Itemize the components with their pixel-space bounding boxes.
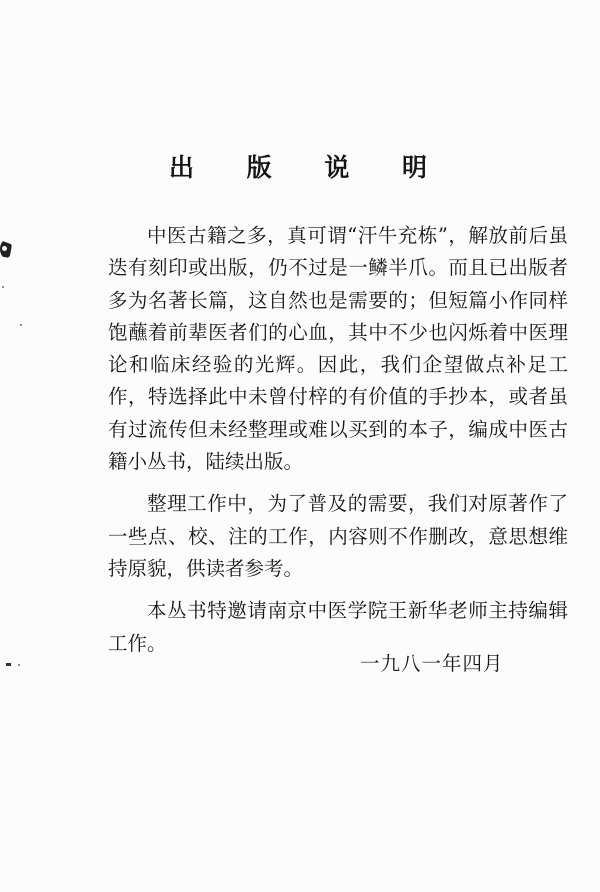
scan-artifact — [20, 324, 22, 326]
scan-artifact — [6, 663, 11, 666]
paragraph: 整理工作中，为了普及的需要，我们对原著作了一些点、校、注的工作，内容则不作删改，意思想维持原貌，供读者参考。 — [108, 492, 568, 580]
paragraph: 本丛书特邀请南京中医学院王新华老师主持编辑工作。 — [108, 599, 568, 655]
publication-date: 一九八一年四月 — [360, 652, 504, 675]
paragraph: 中医古籍之多，真可谓“汗牛充栋”，解放前后虽迭有刻印或出版，仍不过是一鳞半爪。而且已出版者多为名著长篇，这自然也是需要的；但短篇小作同样饱蘸着前辈医者们的心血，其中不少也闪烁着中医理论和临床经验的光辉。因此，我们企望做点补足工作，特选择此中未曾付梓的有价值的手抄本，或者虽有过流传但未经整理或难以买到的本子，编成中医古籍小丛书，陆续出版。 — [108, 224, 568, 474]
body-text — [108, 220, 568, 670]
scan-artifact — [2, 286, 4, 288]
scan-artifact — [18, 664, 20, 666]
page-title: 出 版 说 明 — [168, 153, 450, 182]
scan-artifact — [2, 246, 7, 251]
